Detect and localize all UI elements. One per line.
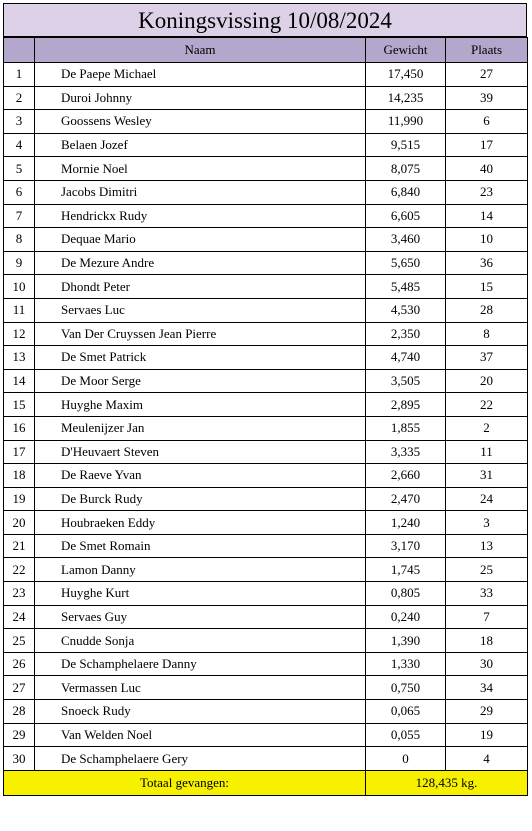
row-number: 14 xyxy=(4,369,35,393)
row-place: 39 xyxy=(446,86,528,110)
row-weight: 3,460 xyxy=(366,228,446,252)
row-number: 24 xyxy=(4,605,35,629)
row-name: Dhondt Peter xyxy=(35,275,366,299)
table-row xyxy=(4,228,528,252)
row-place: 31 xyxy=(446,464,528,488)
row-place: 14 xyxy=(446,204,528,228)
row-number: 27 xyxy=(4,676,35,700)
header-nr xyxy=(4,38,35,63)
row-place: 4 xyxy=(446,747,528,771)
row-place: 18 xyxy=(446,629,528,653)
row-weight: 0 xyxy=(366,747,446,771)
row-name: Cnudde Sonja xyxy=(35,629,366,653)
row-weight: 8,075 xyxy=(366,157,446,181)
table-row xyxy=(4,747,528,771)
row-name: Goossens Wesley xyxy=(35,110,366,134)
total-value: 128,435 kg. xyxy=(366,770,528,795)
row-name: Huyghe Kurt xyxy=(35,582,366,606)
table-row xyxy=(4,298,528,322)
row-name: Lamon Danny xyxy=(35,558,366,582)
table-row xyxy=(4,464,528,488)
row-name: De Smet Romain xyxy=(35,534,366,558)
row-place: 33 xyxy=(446,582,528,606)
row-place: 36 xyxy=(446,251,528,275)
row-place: 37 xyxy=(446,346,528,370)
row-weight: 3,335 xyxy=(366,440,446,464)
row-place: 8 xyxy=(446,322,528,346)
row-name: Mornie Noel xyxy=(35,157,366,181)
row-weight: 4,530 xyxy=(366,298,446,322)
row-number: 23 xyxy=(4,582,35,606)
row-name: De Paepe Michael xyxy=(35,63,366,87)
row-number: 19 xyxy=(4,487,35,511)
row-weight: 6,605 xyxy=(366,204,446,228)
row-place: 10 xyxy=(446,228,528,252)
header-gewicht: Gewicht xyxy=(366,38,446,63)
row-name: De Raeve Yvan xyxy=(35,464,366,488)
table-row xyxy=(4,700,528,724)
row-name: Servaes Guy xyxy=(35,605,366,629)
table-row xyxy=(4,133,528,157)
row-name: Servaes Luc xyxy=(35,298,366,322)
row-number: 15 xyxy=(4,393,35,417)
row-place: 2 xyxy=(446,416,528,440)
row-name: Belaen Jozef xyxy=(35,133,366,157)
table-row xyxy=(4,63,528,87)
header-naam: Naam xyxy=(35,38,366,63)
row-name: Jacobs Dimitri xyxy=(35,180,366,204)
row-weight: 2,895 xyxy=(366,393,446,417)
row-number: 30 xyxy=(4,747,35,771)
row-number: 7 xyxy=(4,204,35,228)
row-place: 25 xyxy=(446,558,528,582)
table-header xyxy=(4,38,528,63)
row-name: Dequae Mario xyxy=(35,228,366,252)
row-place: 20 xyxy=(446,369,528,393)
row-place: 29 xyxy=(446,700,528,724)
header-row xyxy=(4,38,528,63)
row-name: D'Heuvaert Steven xyxy=(35,440,366,464)
row-number: 3 xyxy=(4,110,35,134)
table-row xyxy=(4,723,528,747)
table-row xyxy=(4,204,528,228)
row-number: 17 xyxy=(4,440,35,464)
row-number: 6 xyxy=(4,180,35,204)
row-place: 34 xyxy=(446,676,528,700)
row-place: 28 xyxy=(446,298,528,322)
row-place: 30 xyxy=(446,652,528,676)
row-name: De Smet Patrick xyxy=(35,346,366,370)
row-name: Vermassen Luc xyxy=(35,676,366,700)
row-place: 6 xyxy=(446,110,528,134)
table-row xyxy=(4,558,528,582)
table-row xyxy=(4,511,528,535)
table-row xyxy=(4,322,528,346)
row-name: Van Welden Noel xyxy=(35,723,366,747)
row-place: 23 xyxy=(446,180,528,204)
row-weight: 9,515 xyxy=(366,133,446,157)
table-row xyxy=(4,110,528,134)
total-row xyxy=(4,770,528,795)
row-weight: 3,170 xyxy=(366,534,446,558)
row-weight: 5,650 xyxy=(366,251,446,275)
row-name: Snoeck Rudy xyxy=(35,700,366,724)
row-weight: 6,840 xyxy=(366,180,446,204)
row-weight: 1,330 xyxy=(366,652,446,676)
table-row xyxy=(4,652,528,676)
row-number: 25 xyxy=(4,629,35,653)
table-body xyxy=(4,63,528,771)
table-row xyxy=(4,629,528,653)
table-row xyxy=(4,416,528,440)
row-place: 15 xyxy=(446,275,528,299)
row-number: 1 xyxy=(4,63,35,87)
row-number: 5 xyxy=(4,157,35,181)
row-number: 18 xyxy=(4,464,35,488)
row-weight: 1,240 xyxy=(366,511,446,535)
row-place: 40 xyxy=(446,157,528,181)
row-weight: 4,740 xyxy=(366,346,446,370)
row-number: 11 xyxy=(4,298,35,322)
table-row xyxy=(4,369,528,393)
row-weight: 11,990 xyxy=(366,110,446,134)
row-weight: 0,805 xyxy=(366,582,446,606)
row-place: 13 xyxy=(446,534,528,558)
table-row xyxy=(4,605,528,629)
row-number: 29 xyxy=(4,723,35,747)
row-name: Huyghe Maxim xyxy=(35,393,366,417)
row-number: 28 xyxy=(4,700,35,724)
table-row xyxy=(4,393,528,417)
row-place: 11 xyxy=(446,440,528,464)
row-number: 13 xyxy=(4,346,35,370)
row-place: 24 xyxy=(446,487,528,511)
row-weight: 0,065 xyxy=(366,700,446,724)
row-place: 19 xyxy=(446,723,528,747)
row-weight: 17,450 xyxy=(366,63,446,87)
row-weight: 1,855 xyxy=(366,416,446,440)
table-row xyxy=(4,676,528,700)
row-name: De Burck Rudy xyxy=(35,487,366,511)
row-name: De Schamphelaere Gery xyxy=(35,747,366,771)
results-table xyxy=(3,37,528,796)
row-number: 8 xyxy=(4,228,35,252)
table-row xyxy=(4,86,528,110)
row-weight: 5,485 xyxy=(366,275,446,299)
row-place: 17 xyxy=(446,133,528,157)
row-name: Houbraeken Eddy xyxy=(35,511,366,535)
row-weight: 1,390 xyxy=(366,629,446,653)
row-name: Hendrickx Rudy xyxy=(35,204,366,228)
table-row xyxy=(4,534,528,558)
table-row xyxy=(4,487,528,511)
table-row xyxy=(4,157,528,181)
row-weight: 2,660 xyxy=(366,464,446,488)
row-number: 4 xyxy=(4,133,35,157)
table-row xyxy=(4,251,528,275)
row-name: Meulenijzer Jan xyxy=(35,416,366,440)
row-weight: 14,235 xyxy=(366,86,446,110)
row-weight: 2,470 xyxy=(366,487,446,511)
row-weight: 0,055 xyxy=(366,723,446,747)
table-row xyxy=(4,440,528,464)
row-place: 3 xyxy=(446,511,528,535)
table-row xyxy=(4,582,528,606)
table-row xyxy=(4,180,528,204)
row-place: 27 xyxy=(446,63,528,87)
row-name: Van Der Cruyssen Jean Pierre xyxy=(35,322,366,346)
row-weight: 1,745 xyxy=(366,558,446,582)
row-number: 22 xyxy=(4,558,35,582)
row-name: De Moor Serge xyxy=(35,369,366,393)
row-number: 10 xyxy=(4,275,35,299)
results-sheet xyxy=(3,3,527,796)
table-footer xyxy=(4,770,528,795)
page-title: Koningsvissing 10/08/2024 xyxy=(3,3,527,37)
row-number: 9 xyxy=(4,251,35,275)
row-place: 22 xyxy=(446,393,528,417)
row-name: Duroi Johnny xyxy=(35,86,366,110)
row-place: 7 xyxy=(446,605,528,629)
row-number: 12 xyxy=(4,322,35,346)
row-name: De Schamphelaere Danny xyxy=(35,652,366,676)
row-number: 26 xyxy=(4,652,35,676)
row-weight: 3,505 xyxy=(366,369,446,393)
row-number: 20 xyxy=(4,511,35,535)
total-label: Totaal gevangen: xyxy=(4,770,366,795)
table-row xyxy=(4,275,528,299)
row-name: De Mezure Andre xyxy=(35,251,366,275)
table-row xyxy=(4,346,528,370)
row-weight: 0,240 xyxy=(366,605,446,629)
header-plaats: Plaats xyxy=(446,38,528,63)
row-number: 2 xyxy=(4,86,35,110)
row-weight: 0,750 xyxy=(366,676,446,700)
row-weight: 2,350 xyxy=(366,322,446,346)
row-number: 16 xyxy=(4,416,35,440)
row-number: 21 xyxy=(4,534,35,558)
